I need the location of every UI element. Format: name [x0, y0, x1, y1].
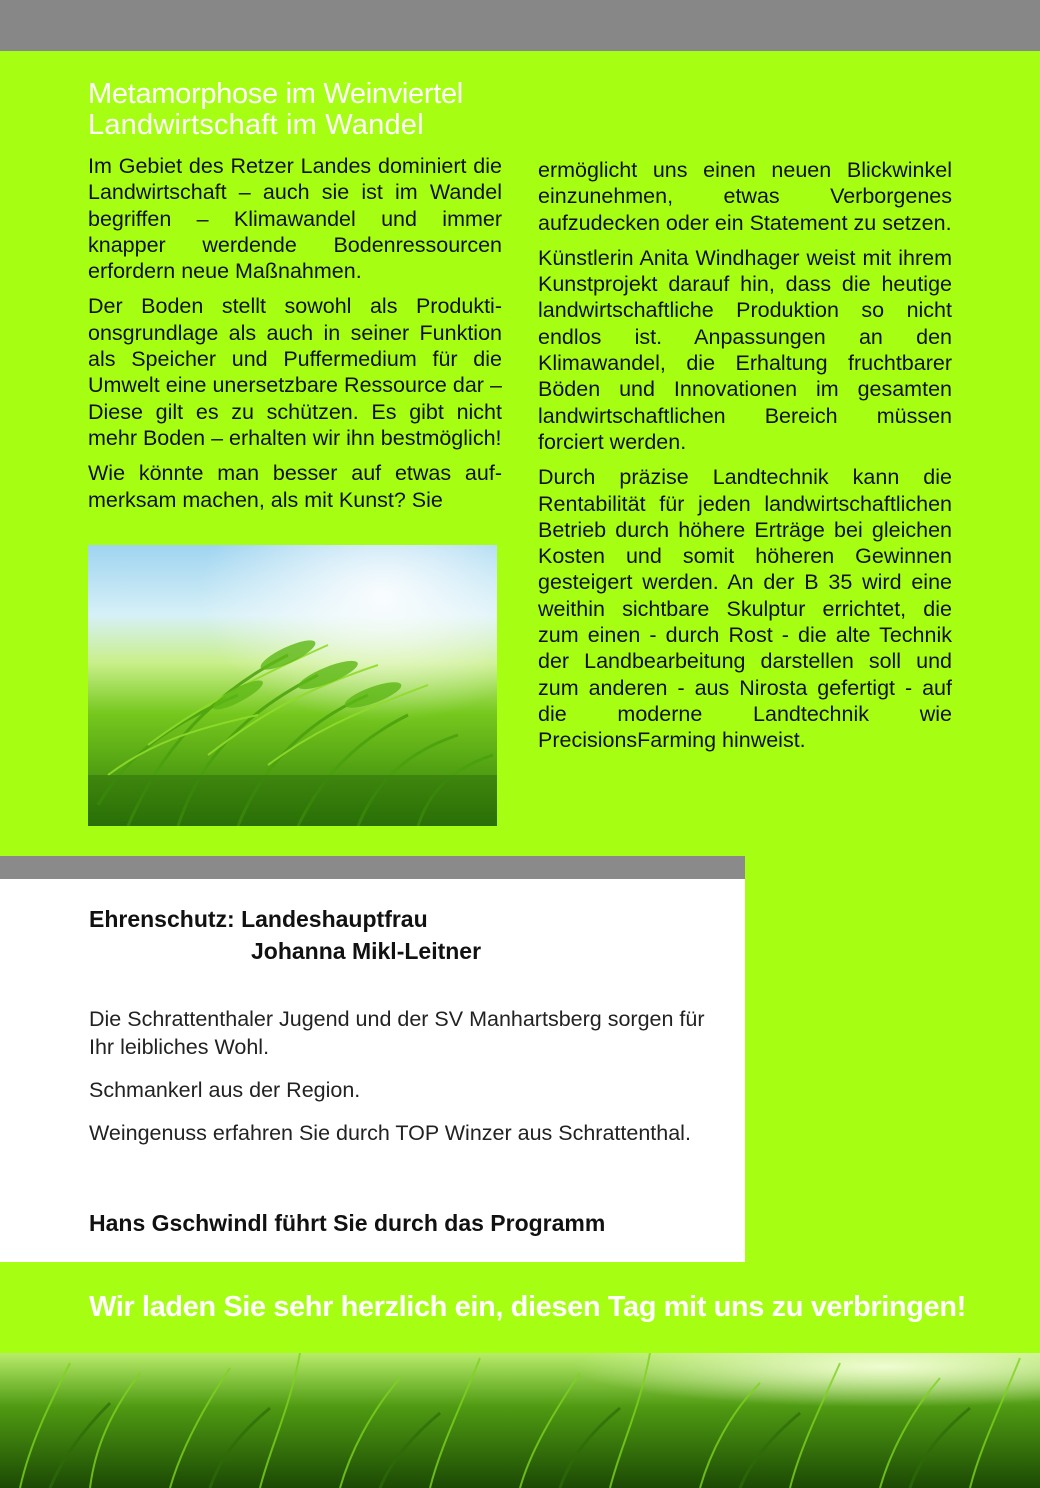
right-paragraph-3: Durch präzise Landtechnik kann die Rentabilität für jeden landwirtschaftlichen Betrieb durch höhere Erträge bei gleichen Kosten und somit höheren Gewinnen gesteigert werden. An der B 35 wird eine weithin sichtbare Skulptur errichtet, die zum einen - durch Rost - die alte Technik der Landbearbeitung darstellen soll und zum anderen - aus Nirosta gefertigt - auf die moderne Landtechnik wie PrecisionsFarming hinweist. — [538, 465, 952, 753]
top-gray-bar — [0, 0, 1040, 51]
info-box-top-band — [0, 856, 745, 879]
invitation-line: Wir laden Sie sehr herzlich ein, diesen Tag mit uns zu verbringen! — [89, 1291, 966, 1323]
info-paragraph-1: Die Schrattenthaler Jugend und der SV Manhartsberg sorgen für Ihr leibliches Wohl. — [89, 1007, 705, 1059]
patron-title: Ehrenschutz: Landeshauptfrau — [89, 906, 428, 932]
honorary-patron — [89, 903, 481, 967]
heading-line-1: Metamorphose im Weinviertel — [88, 78, 463, 110]
wheat-field-photo — [88, 545, 497, 826]
patron-name: Johanna Mikl-Leitner — [251, 938, 482, 964]
page-heading — [88, 78, 508, 140]
host-line: Hans Gschwindl führt Sie durch das Programm — [89, 1210, 606, 1236]
right-text-column — [538, 157, 952, 763]
info-paragraph-3: Weingenuss erfahren Sie durch TOP Winzer aus Schrattenthal. — [89, 1121, 691, 1145]
wheat-field-footer-photo — [0, 1353, 1040, 1488]
left-paragraph-2: Der Boden stellt sowohl als Produktionsgrundlage als auch in seiner Funktion als Speicher und Puffermedium für die Umwelt eine unersetzbare Ressource dar – Diese gilt es zu schützen. Es gibt nicht mehr Boden – erhalten wir ihn bestmöglich! — [88, 294, 502, 450]
heading-line-2: Landwirtschaft im Wandel — [88, 109, 424, 141]
info-paragraph-2: Schmankerl aus der Region. — [89, 1078, 361, 1102]
right-paragraph-2: Künstlerin Anita Windhager weist mit ihrem Kunstprojekt darauf hin, dass die heutige landwirtschaftliche Produktion so nicht endlos ist. Anpassungen an den Klimawandel, die Erhaltung fruchtbarer Böden und Innovationen im gesamten landwirtschaftlichen Bereich müssen forciert werden. — [538, 245, 952, 454]
left-paragraph-1: Im Gebiet des Retzer Landes dominiert die Landwirtschaft – auch sie ist im Wandel begriffen – Klimawandel und immer knapper werdende Bodenressourcen erfordern neue Maßnahmen. — [88, 154, 502, 284]
info-text — [89, 1005, 709, 1162]
left-paragraph-3: Wie könnte man besser auf etwas aufmerksam machen, als mit Kunst? Sie — [88, 461, 502, 512]
right-paragraph-1: ermöglicht uns einen neuen Blickwinkel einzunehmen, etwas Verborgenes aufzudecken oder ein Statement zu setzen. — [538, 158, 952, 235]
left-text-column — [88, 153, 502, 522]
